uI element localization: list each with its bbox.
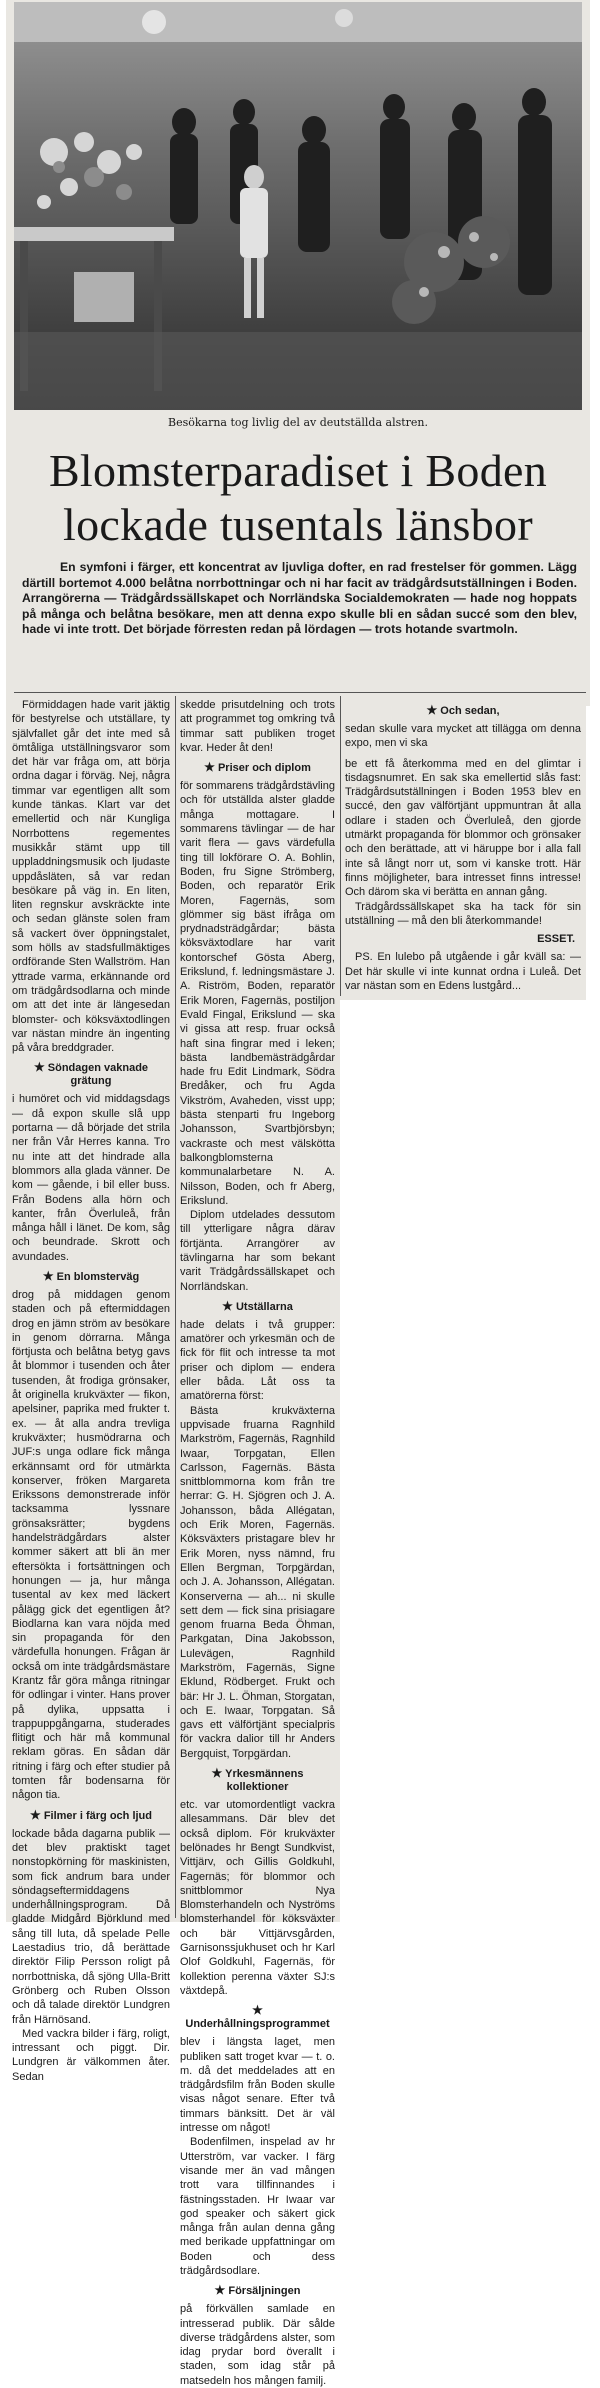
- headline: [14, 444, 582, 552]
- star-icon: ★: [211, 1766, 223, 1781]
- column-rule-1: [175, 696, 176, 1918]
- col2-subheading-2: ★ Utställarna: [222, 1298, 293, 1313]
- col2-subheading-1: ★ Priser och diplom: [204, 760, 311, 775]
- star-icon: ★: [426, 703, 438, 717]
- col2-paragraph-2: för sommarens trädgårdstävling och för utställda alster gladde många mottagare. I sommarens tävlingar — de har varit flera — gavs värdefulla ting till lokförare O. A. Bohlin, Boden, fru Signe Strömberg, Boden, och reparatör Erik Moren, Fagernäs, som glömmer sig bäst ifråga om prydnadsträdgårdar; bästa köksväxtodlare har varit kontorschef Gösta Aberg, Erikslund, f. ledningsmästare J. A. Riström, Boden, reparatör Erik Moren, Fagernäs, postiljon Evald Fingal, Erikslund — ska vi gissa att resp. fruar också haft sina fingrar med i leken; bästa landbemästrädgårdar hade fru Edit Lindmark, Södra Bredåker, och fru Agda Vikström, Avaheden, visst upp; bästa stenparti fru Ingeborg Johansson, Svartbjörsbyn; vackraste och mest välskötta balkongblomsterna kommunalarbetare N. A. Nilsson, Boden, och fr Aberg, Erikslund.: [180, 780, 335, 1207]
- article-column-3: [345, 698, 581, 993]
- star-icon: ★: [42, 1268, 54, 1283]
- col3-paragraph-1: sedan skulle vara mycket att tillägga om denna expo, men vi ska: [345, 723, 581, 750]
- col1-subheading-2: ★ En blomsterväg: [42, 1268, 140, 1283]
- photo-caption: Besökarna tog livlig del av deutställda alstren.: [167, 416, 429, 429]
- col2-paragraph-4: hade delats i två grupper: amatörer och yrkesmän och de fick för flit och intresse ta mot priser och diplom — endera eller båda. Låt oss ta amatörerna först:: [180, 1318, 335, 1403]
- col1-subheading-3: ★ Filmer i färg och ljud: [29, 1807, 152, 1822]
- col2-subheading-4: ★ Underhållningsprogrammet: [185, 2003, 330, 2031]
- col3-paragraph-2: be ett få återkomma med en del glimtar i tisdagsnumret. En sak ska emellertid slås fast: Trädgårdsutställningen i Boden 1953 blev en succé, den gav välförtjänt uppmuntran åt alla odlare i staden och Överluleå, den gjorde utmärkt propaganda för blommor och grönsaker och den berättade, att vi häruppe bor i alla fall inte så långt norr ut, som vi kanske trott. Här finns möjligheter, bara intresset finns intresse! Och därom ska vi berätta en annan gång.: [345, 757, 581, 899]
- col1-paragraph-5: Med vackra bilder i färg, roligt, intressant och piggt. Dir. Lundgren är välkommen åter. Sedan: [12, 2027, 170, 2083]
- column-rule-2: [340, 696, 341, 996]
- article-column-1: [12, 698, 170, 2084]
- col3-subheading-1: ★ Och sedan,: [426, 703, 500, 717]
- headline-line-1: Blomsterparadiset i Boden: [48, 445, 548, 496]
- col2-subheading-3: ★ Yrkesmännens kollektioner: [211, 1766, 304, 1794]
- col2-paragraph-3: Diplom utdelades dessutom till ytterligare några därav förtjänta. Arrangörer av tävlingarna har som bekant varit Trädgårdssällskapet och Norrländskan.: [180, 1209, 335, 1293]
- star-icon: ★: [33, 1060, 45, 1075]
- article-column-2: [180, 698, 335, 2388]
- col2-paragraph-1: skedde prisutdelning och trots att programmet tog omkring två timmar satt publiken troget kvar. Heder åt den!: [180, 699, 335, 754]
- col2-paragraph-8: Bodenfilmen, inspelad av hr Utterström, var vacker. I färg visande mer än vad mången trott vara tillfinnandes i fästningsstaden. Hr Iwaar var god speaker och säkert gick många från aulan denna gång med berikade uppfattningar om Boden och dess trädgårdsodlare.: [180, 2136, 335, 2277]
- col3-postscript: PS. En lulebo på utgående i går kväll sa: — Det här skulle vi inte kunnat ordna i Luleå. Det var nästan som en Edens lustgård...: [345, 951, 581, 993]
- col1-paragraph-1: Förmiddagen hade varit jäktig för bestyrelse och utställare, ty självfallet går det inte med så ömtåliga utställningsvaror som det här var fråga om, att börja ordna dagar i förväg. Nej, några timmar var egentligen allt som kunde tänkas. Klart var det emellertid och när Kungliga Norrbottens regementes musikkår stämt upp till uppladdningsmusik och ljudaste uppdåsläten, så var redan besökare på väg in. En liten, liten regnskur avskräckte inte och sedan glänste solen fram så vackert över öppningstalet, som hölls av stadsfullmäktiges ordförande Sten Wallström. Han yttrade varma, erkännande ord om trädgårdsodlarna och minde om att det inte är längesedan blomster- och köksväxtodlingen var nästan mindre än ingenting på våra breddgrader.: [12, 699, 170, 1055]
- signature: ESSET.: [537, 933, 575, 946]
- star-icon: ★: [29, 1807, 41, 1822]
- star-icon: ★: [222, 1298, 233, 1313]
- star-icon: ★: [214, 2283, 226, 2298]
- col3-paragraph-3: Trädgårdssällskapet ska ha tack för sin utställning — må den bli återkommande!: [345, 900, 581, 927]
- col2-subheading-5: ★ Försäljningen: [214, 2283, 301, 2298]
- col2-paragraph-9: på förkvällen samlade en intresserad publik. Där sålde diverse trädgårdens alster, som idag prydar bord överallt i staden, som idag står på matsedeln hos mången familj.: [180, 2303, 335, 2387]
- col1-paragraph-4: lockade båda dagarna publik — det blev praktiskt taget nonstopkörning för maskinisten, som fick andrum bara under söndagseftermiddagens underhållningsprogram. Då gladde Midgård Björklund med sång till luta, då spelade Pelle Laestadius trio, då berättade direktör Filip Persson roligt på norrbottniska, då sjöng Ulla-Britt Grönberg och Ruben Olsson och då talade direktör Lundgren från Härnösand.: [12, 1827, 170, 2026]
- col1-subheading-1: ★ Söndagen vaknade grätung: [33, 1060, 149, 1088]
- star-icon: ★: [252, 2003, 263, 2018]
- col2-paragraph-7: blev i längsta laget, men publiken satt troget kvar — t. o. m. då det meddelades att en trädgårdsfilm från Boden skulle visas något senare. Efter två timmars bänksitt. Det är väl intresse om något!: [180, 2036, 335, 2135]
- headline-line-2: lockade tusentals länsbor: [63, 499, 533, 550]
- star-icon: ★: [204, 760, 215, 775]
- col2-paragraph-6: etc. var utomordentligt vackra allesammans. Där blev det också diplom. För krukväxter belönades hr Bengt Sundkvist, Vittjärv, och Gillis Goldkuhl, Fagernäs; för blommor och snittblommor Nya Blomsterhandeln och Nyströms blomsterhandel för köksväxter och bär Vittjärvsgården, Garnisonssjukhuset och hr Karl Olof Goldkuhl, Fagernäs, för kollektion perenna växter SJ:s växtdepå.: [180, 1799, 335, 1997]
- col1-paragraph-3: drog på middagen genom staden och på eftermiddagen drog en jämn ström av besökare in genom dörrarna. Många förtjusta och belåtna betyg gavs åt blommor i tusenden och åter tusenden, åt frodiga grönsaker, åt originella krukväxter — fikon, apelsiner, paprika med frukter t. ex. — åt alla andra trevliga krukväxter; husmödrarna och JUF:s unga odlare fick många erkännsamt ord för utmärkta konserver, fröken Margareta Erikssons demonstrerade inför tacksamma lyssnare grönsaksrätter; bygdens handelsträdgårdars alster kommer säkert att bli än mer eftersökta i fortsättningen och honungen — ja, hur många tusental av kex med läckert pålägg gick det egentligen åt? Biodlarna kan vara nöjda med sin propaganda för den värdefulla honungen. Frågan är också om inte trädgårdsmästare Krantz får göra många ritningar för odlingar i vinter. Hans prover på dylika, uppsatta i trappuppgångarna, studerades flitigt och här må kommunal reklam göras. En sådan där ritning i färg och efter studier på tomten får bodensarna för någon tia.: [12, 1288, 170, 1802]
- col2-paragraph-5: Bästa krukväxterna uppvisade fruarna Ragnhild Markström, Fagernäs, Ragnhild Iwaar, Torpgatan, Ellen Carlsson, Fagernäs. Bästa snittblommorna kom från tre herrar: G. H. Sjögren och J. A. Johansson, båda Allégatan, och Erik Moren, Fagernäs. Köksväxters pristagare blev hr Erik Moren, nyss nämnd, fru Ellen Bergman, Torpgärdan, och J. A. Johansson, Allégatan. Konserverna — ah... ni skulle sett dem — fick sina prisiagare genom fruarna Beda Öhman, Parkgatan, Dina Jakobsson, Lulevägen, Ragnhild Markström, Fagernäs, Signe Eklund, Rödberget. Frukt och bär: Hr J. L. Öhman, Storgatan, och E. Iwaar, Torpgatan. Så gavs ett välförtjänt specialpris för vackra dalior till hr Anders Bergquist, Torpgärdan.: [180, 1404, 335, 1760]
- rule-under-lead: [14, 692, 586, 693]
- exhibition-photo: [14, 2, 582, 410]
- col1-paragraph-2: i humöret och vid middagsdags — då expon skulle slå upp portarna — då började det strila ner från Vår Herres kanna. Tro nu inte att det hindrade alla blommors alla glada vänner. De kom — gående, i bil eller buss. Från Bodens alla hörn och kanter, från Överluleå, från många håll i länet. De kom, såg och beundrade. Skrott och avundades.: [12, 1093, 170, 1263]
- lead-paragraph: En symfoni i färger, ett koncentrat av ljuvliga dofter, en rad frestelser för gommen. Lägg därtill bortemot 4.000 belåtna norrbottningar och ni har facit av trädgårdsutställningen i Boden. Arrangörerna — Trädgårdssällskapet och Norrländska Socialdemokraten — hade nog hoppats på många och belåtna besökare, men att denna expo skulle bli en sådan succé som den blev, hade vi inte trott. Det började förresten redan på lördagen — trots hotande svartmoln.: [22, 560, 577, 637]
